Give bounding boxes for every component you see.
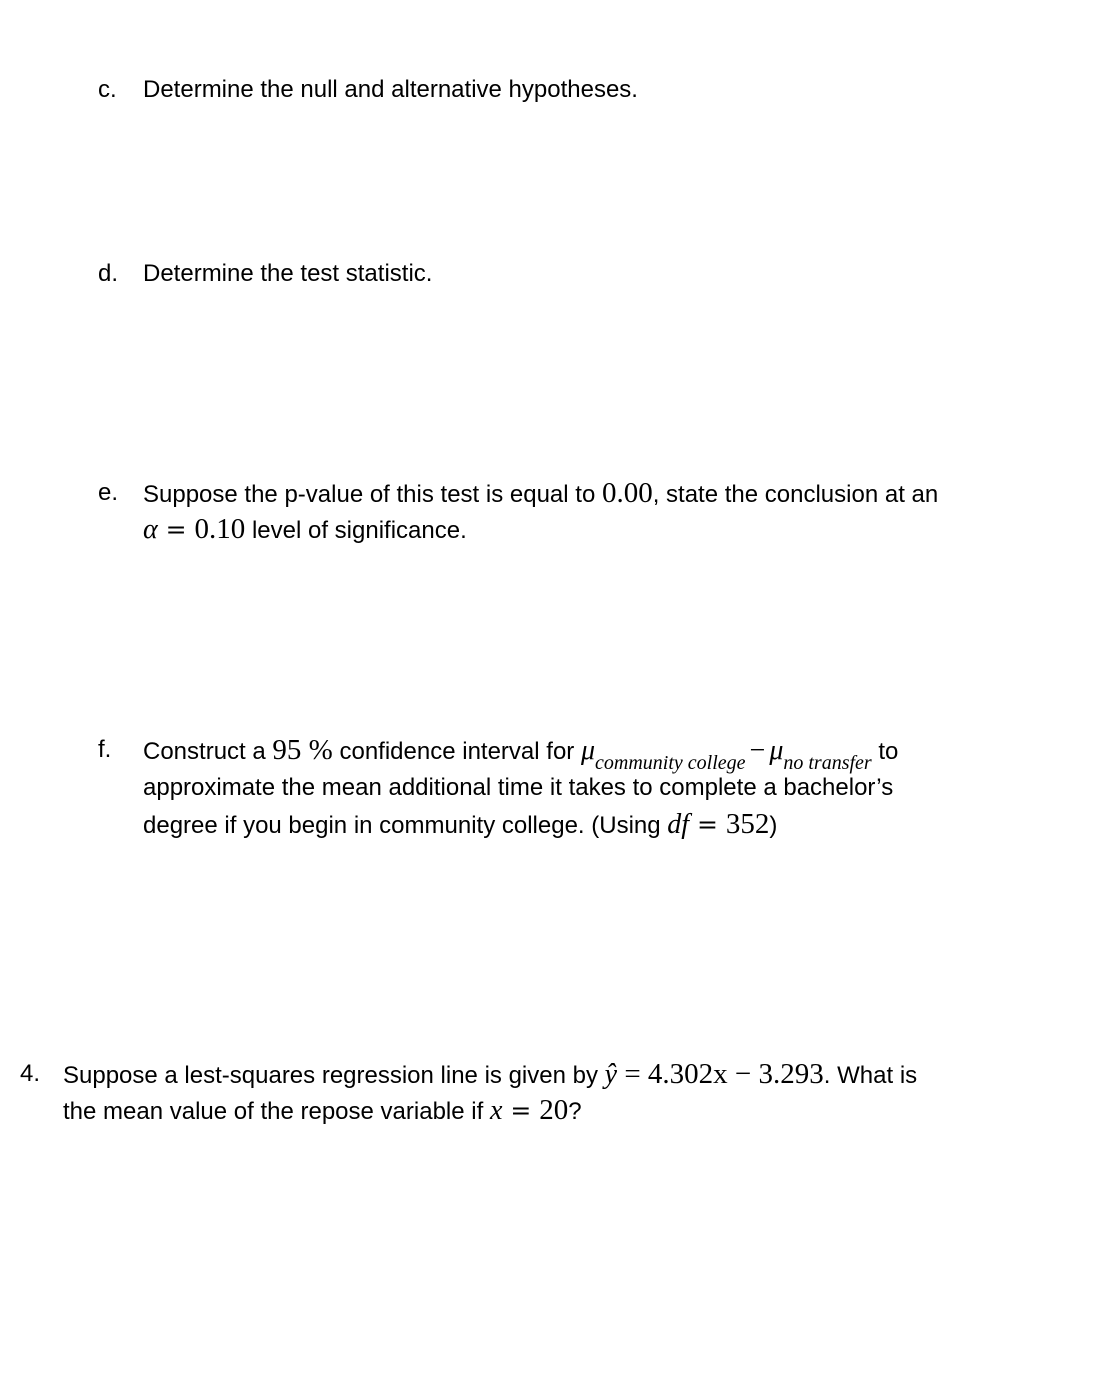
subscript-no-transfer: no transfer bbox=[783, 752, 872, 774]
part-c-text: Determine the null and alternative hypotheses. bbox=[143, 76, 638, 103]
part-e-line-2 bbox=[143, 511, 938, 547]
part-d-marker: d. bbox=[98, 260, 119, 287]
mu-symbol-1: μ bbox=[580, 735, 596, 766]
y-hat: ŷ bbox=[604, 1059, 618, 1090]
part-c-marker: c. bbox=[98, 76, 117, 103]
part-e-marker: e. bbox=[98, 479, 119, 506]
question-4-marker: 4. bbox=[20, 1060, 41, 1087]
x-value: 20 bbox=[539, 1094, 569, 1126]
question-4-line1-a: Suppose a lest-squares regression line is given by bbox=[63, 1062, 605, 1089]
df-label: df bbox=[667, 809, 690, 840]
minus-sign: − bbox=[749, 735, 766, 766]
question-4-text bbox=[63, 1056, 917, 1128]
x-variable: x bbox=[489, 1095, 503, 1126]
df-equals: = bbox=[689, 810, 726, 839]
part-f-line1-a: Construct a bbox=[143, 738, 273, 765]
df-value: 352 bbox=[725, 808, 770, 840]
question-4-line2-a: the mean value of the repose variable if bbox=[63, 1098, 490, 1125]
x-equals: = bbox=[502, 1096, 540, 1125]
part-f-line3-b: ) bbox=[769, 812, 778, 839]
part-e-line-1 bbox=[143, 475, 938, 511]
alpha-value: 0.10 bbox=[194, 513, 246, 545]
part-f-line-3 bbox=[143, 806, 898, 842]
question-4-line2-b: ? bbox=[568, 1098, 582, 1125]
part-f-line-1 bbox=[143, 732, 899, 774]
alpha-equals: = bbox=[157, 515, 195, 544]
alpha-symbol: α bbox=[143, 514, 158, 545]
regression-equation: = 4.302x − 3.293 bbox=[617, 1058, 824, 1090]
mu-symbol-2: μ bbox=[769, 735, 784, 766]
part-e-text bbox=[143, 475, 938, 547]
question-4-line1-b: . What is bbox=[823, 1062, 918, 1089]
subscript-community-college: community college bbox=[595, 752, 746, 774]
part-f-line1-c: to bbox=[871, 738, 899, 765]
question-4-line-1 bbox=[63, 1056, 917, 1092]
part-e-line1-after: , state the conclusion at an bbox=[652, 481, 939, 508]
part-f-marker: f. bbox=[98, 736, 112, 763]
part-e-line2-after: level of significance. bbox=[245, 517, 467, 544]
question-4-line-2 bbox=[63, 1092, 917, 1128]
part-d-text: Determine the test statistic. bbox=[143, 260, 433, 287]
part-e-line1-before: Suppose the p-value of this test is equal to bbox=[143, 481, 602, 508]
confidence-level: 95 % bbox=[272, 734, 333, 766]
part-f-text bbox=[143, 732, 898, 842]
part-f-line-2: approximate the mean additional time it takes to complete a bachelor’s bbox=[143, 774, 894, 801]
part-f-line1-b: confidence interval for bbox=[332, 738, 581, 765]
part-f-line3-a: degree if you begin in community college. (Using bbox=[143, 812, 668, 839]
p-value: 0.00 bbox=[601, 477, 653, 509]
